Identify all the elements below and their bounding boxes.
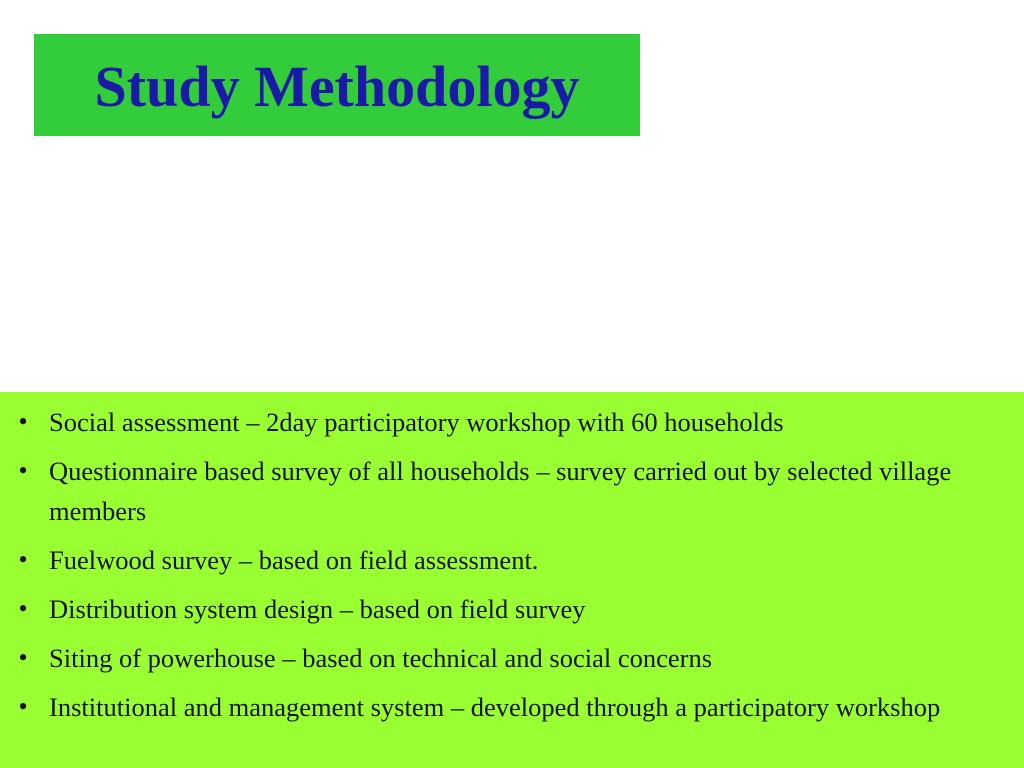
list-item (0, 589, 1024, 629)
bullet-icon: • (18, 643, 28, 672)
bullet-list (0, 402, 1024, 736)
title-banner (34, 34, 640, 136)
bullet-text: Fuelwood survey – based on field assessment. (49, 545, 539, 575)
list-item (0, 687, 1024, 727)
bullet-text: Distribution system design – based on field survey (49, 594, 586, 624)
bullet-text: Social assessment – 2day participatory workshop with 60 households (49, 407, 784, 437)
list-item (0, 451, 1024, 531)
bullet-icon: • (18, 692, 28, 721)
content-panel (0, 392, 1024, 768)
list-item (0, 402, 1024, 442)
bullet-text: Institutional and management system – developed through a participatory workshop (49, 692, 941, 722)
list-item (0, 540, 1024, 580)
slide-title: Study Methodology (94, 54, 580, 119)
bullet-text: Questionnaire based survey of all households – survey carried out by selected village members (49, 456, 952, 526)
bullet-icon: • (18, 545, 28, 574)
bullet-icon: • (18, 594, 28, 623)
bullet-text: Siting of powerhouse – based on technical and social concerns (49, 643, 713, 673)
bullet-icon: • (18, 407, 28, 436)
bullet-icon: • (18, 456, 28, 485)
list-item (0, 638, 1024, 678)
